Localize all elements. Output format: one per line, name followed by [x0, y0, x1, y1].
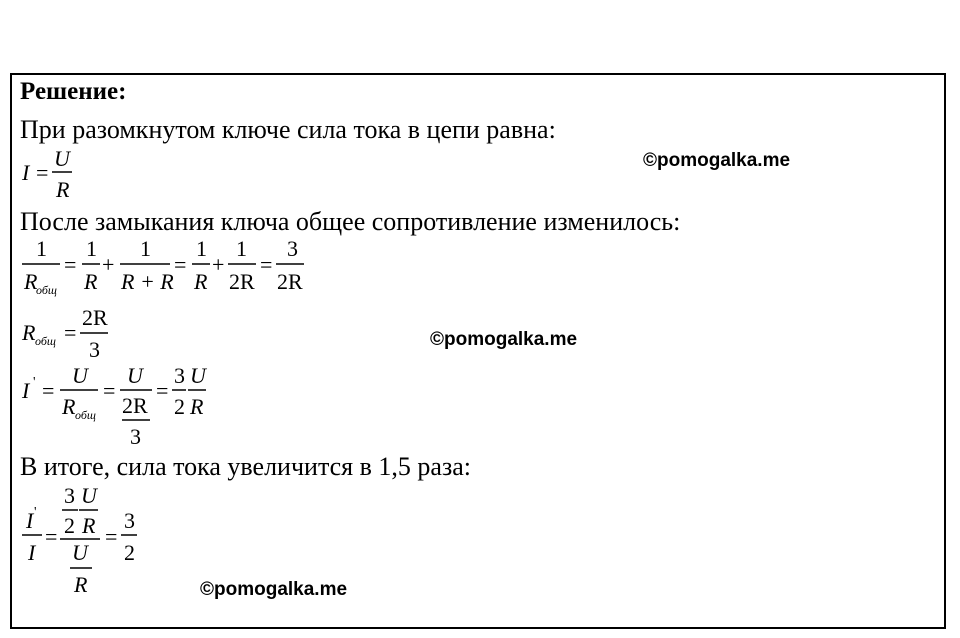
- watermark-middle: ©pomogalka.me: [430, 329, 578, 350]
- svg-text:U: U: [127, 363, 143, 388]
- svg-text:+: +: [102, 252, 115, 277]
- watermark-bottom: ©pomogalka.me: [200, 579, 348, 600]
- svg-text:общ: общ: [36, 283, 57, 297]
- svg-text:U: U: [72, 363, 88, 388]
- svg-text:U: U: [190, 363, 206, 388]
- svg-text:R: R: [82, 513, 96, 538]
- svg-text:3: 3: [287, 236, 298, 261]
- svg-text:1: 1: [36, 236, 47, 261]
- svg-text:': ': [33, 375, 36, 390]
- solution-heading: Решение:: [20, 78, 127, 105]
- svg-text:=: =: [174, 252, 187, 277]
- svg-text:1: 1: [86, 236, 97, 261]
- svg-text:R: R: [190, 394, 204, 419]
- svg-text:3: 3: [89, 337, 100, 362]
- svg-text:+: +: [212, 252, 225, 277]
- svg-text:2: 2: [124, 540, 135, 565]
- svg-text:2R: 2R: [277, 269, 303, 294]
- svg-text:2R: 2R: [229, 269, 255, 294]
- svg-text:2R: 2R: [122, 393, 148, 418]
- svg-text:=: =: [103, 378, 116, 403]
- svg-text:=: =: [64, 320, 77, 345]
- svg-text:': ': [34, 505, 37, 520]
- svg-text:R + R: R + R: [121, 269, 174, 294]
- svg-text:=: =: [156, 378, 169, 403]
- svg-text:I: I: [22, 378, 30, 403]
- svg-text:=: =: [105, 524, 118, 549]
- svg-text:I: I: [28, 540, 36, 565]
- watermark-top: ©pomogalka.me: [643, 150, 791, 171]
- svg-text:1: 1: [196, 236, 207, 261]
- svg-text:=: =: [260, 252, 273, 277]
- svg-text:R: R: [194, 269, 208, 294]
- svg-text:R: R: [24, 269, 38, 294]
- svg-text:R: R: [22, 320, 36, 345]
- svg-text:общ: общ: [75, 408, 96, 422]
- svg-text:U: U: [72, 540, 88, 565]
- svg-text:=: =: [64, 252, 77, 277]
- svg-text:R: R: [74, 572, 88, 597]
- svg-text:1: 1: [140, 236, 151, 261]
- formula-new-current: [21, 363, 208, 449]
- svg-text:2R: 2R: [82, 305, 108, 330]
- svg-text:I: I: [22, 160, 30, 185]
- svg-text:I: I: [26, 508, 34, 533]
- text-line-open-switch: При разомкнутом ключе сила тока в цепи равна:: [20, 115, 556, 144]
- svg-text:3: 3: [130, 424, 141, 449]
- svg-text:2: 2: [64, 513, 75, 538]
- svg-text:U: U: [54, 146, 70, 171]
- formula-ohm-law: [21, 146, 72, 202]
- svg-text:3: 3: [64, 483, 75, 508]
- svg-text:=: =: [45, 524, 58, 549]
- formula-ratio: [22, 483, 137, 597]
- svg-text:U: U: [81, 483, 97, 508]
- formula-total-resistance: [22, 236, 304, 297]
- svg-text:общ: общ: [35, 334, 56, 348]
- svg-text:R: R: [62, 394, 76, 419]
- svg-text:3: 3: [124, 508, 135, 533]
- svg-text:R: R: [84, 269, 98, 294]
- svg-text:R: R: [56, 177, 70, 202]
- svg-text:3: 3: [174, 363, 185, 388]
- svg-text:2: 2: [174, 394, 185, 419]
- svg-text:=: =: [36, 160, 49, 185]
- text-line-closed-switch: После замыкания ключа общее сопротивление изменилось:: [20, 207, 681, 236]
- svg-text:1: 1: [236, 236, 247, 261]
- formula-resistance-value: [21, 305, 108, 362]
- svg-text:=: =: [42, 378, 55, 403]
- text-line-result: В итоге, сила тока увеличится в 1,5 раза:: [20, 452, 471, 481]
